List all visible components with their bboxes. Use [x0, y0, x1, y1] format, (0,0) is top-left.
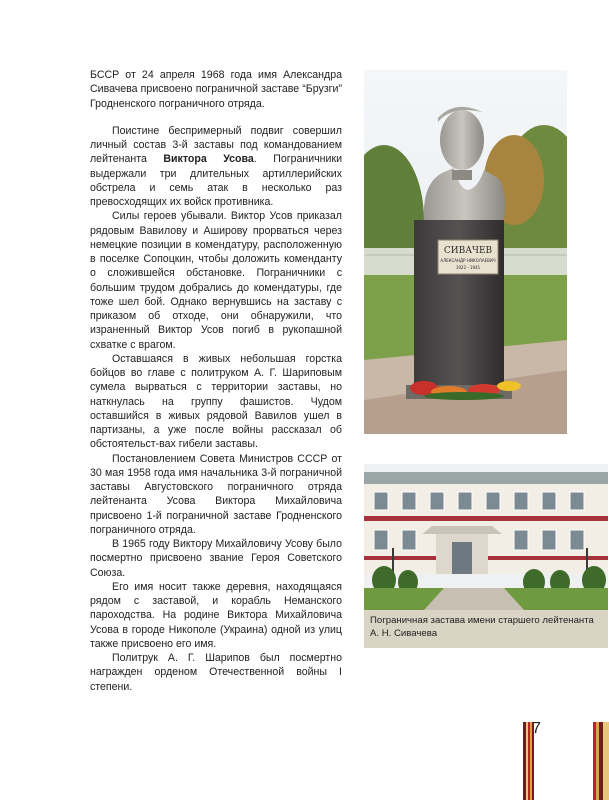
paragraph: Поистине беспримерный подвиг совершил личный состав 3-й заставы под командованием лейтенанта Виктора Усова. Пограничники выдержали три длительных артиллерийских обстрела и семь атак в несколько раз превосходящих их войск противника. — [90, 124, 343, 208]
paragraph: БССР от 24 апреля 1968 года имя Александра Сивачева присвоено пограничной заставе “Брузги” Гродненского пограничного отряда. — [90, 69, 342, 110]
highlighted-name: Виктора Усова — [163, 153, 254, 166]
article-text — [90, 68, 342, 694]
plaque-subtitle: АЛЕКСАНДР НИКОЛАЕВИЧ — [440, 258, 496, 263]
plaque-name: СИВАЧЕВ — [443, 246, 493, 256]
paragraph: Силы героев убывали. Виктор Усов приказал рядовым Вавилову и Аширову прорваться через немецкие позиции в комендатуру, расположенную в поселке Сопоцкин, чтобы доложить коменданту о сложившейся обстановке. Пограничники с большим трудом добрались до комендатуры, где тоже шел бой. Однако вернувшись на заставу с приказом об отходе, они обнаружили, что израненный Виктор Усов погиб в рукопашной схватке с врагом. — [90, 210, 342, 351]
plaque-years: 1922 - 1941 — [455, 265, 481, 270]
monument-photo — [364, 70, 567, 434]
border-post-photo — [364, 464, 608, 610]
photo-caption: Пограничная застава имени старшего лейтенанта А. Н. Сивачева — [370, 615, 594, 639]
paragraph: Политрук А. Г. Шарипов был посмертно награжден орденом Отечественной войны I степени. — [90, 652, 342, 693]
paragraph: Его имя носит также деревня, находящаяся рядом с заставой, и корабль Неманского пароходства. На родине Виктора Михайловича Усова в городе Никополе (Украина) одной из улиц также присвоено его имя. — [90, 580, 342, 650]
paragraph: В 1965 году Виктору Михайловичу Усову было посмертно присвоено звание Героя Советского Союза. — [90, 538, 342, 579]
paragraph: Оставшаяся в живых небольшая горстка бойцов во главе с политруком А. Г. Шариповым сумела вырваться с территории заставы, но наткнулась на группу фашистов. Чудом оставшийся в живых рядовой Вавилов ушел в партизаны, а уже после войны рассказал об обстоятельст-вах гибели заставы. — [90, 352, 342, 451]
paragraph: Постановлением Совета Министров СССР от 30 мая 1958 года имя начальника 3-й пограничной заставы Августовского пограничного отряда лейтенанта Усова Виктора Михайловича присвоено 1-й пограничной заставе Гродненского пограничного отряда. — [90, 452, 342, 536]
page-number: 7 — [532, 720, 541, 737]
